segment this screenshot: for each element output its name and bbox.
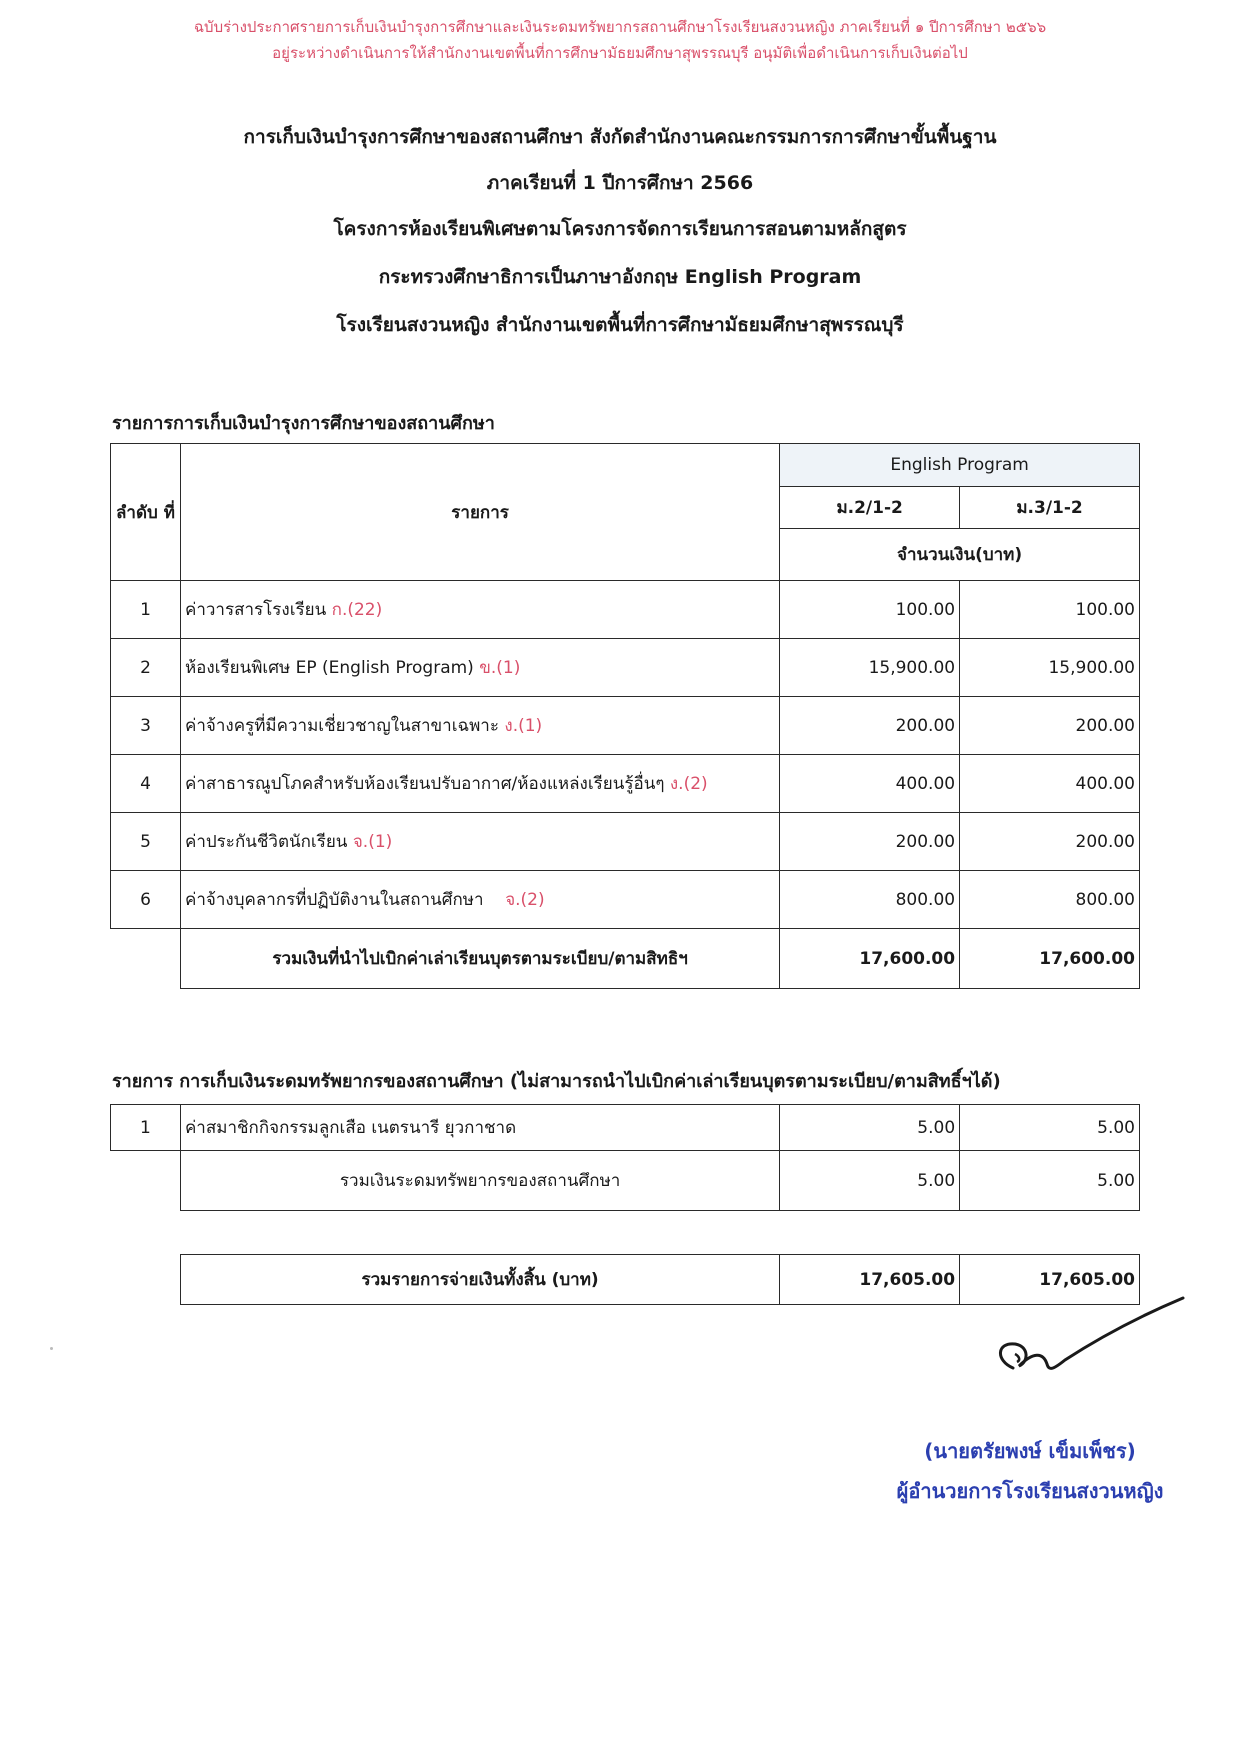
row-item-label: ค่าวารสารโรงเรียน	[184, 600, 327, 620]
row-no: 1	[111, 581, 181, 639]
row-amount-m3: 400.00	[960, 755, 1140, 813]
row-item-label: ค่าประกันชีวิตนักเรียน	[184, 832, 348, 852]
total-row	[111, 1151, 1140, 1211]
document-title-line4: กระทรวงศึกษาธิการเป็นภาษาอังกฤษ English Program	[378, 266, 862, 288]
total-m3: 17,600.00	[960, 929, 1140, 989]
row-amount-m3: 15,900.00	[960, 639, 1140, 697]
col-header-item: รายการ	[180, 444, 779, 581]
draft-notice	[170, 14, 1070, 66]
row-amount-m2: 5.00	[780, 1105, 960, 1151]
row-item-label: ค่าจ้างบุคลากรที่ปฏิบัติงานในสถานศึกษา	[184, 890, 484, 910]
row-item	[180, 581, 779, 639]
total-label: รวมเงินระดมทรัพยากรของสถานศึกษา	[180, 1151, 779, 1211]
row-item	[180, 813, 779, 871]
section2-title: รายการ การเก็บเงินระดมทรัพยากรของสถานศึกษา (ไม่สามารถนำไปเบิกค่าเล่าเรียนบุตรตามระเบียบ/ตามสิทธิ์ฯได้)	[112, 1071, 1001, 1092]
row-item	[180, 697, 779, 755]
row-no: 4	[111, 755, 181, 813]
resource-table	[110, 1104, 1140, 1211]
row-item-ref: ข.(1)	[479, 658, 521, 678]
total-row	[111, 929, 1140, 989]
draft-notice-line2: อยู่ระหว่างดำเนินการให้สำนักงานเขตพื้นที่การศึกษามัธยมศึกษาสุพรรณบุรี อนุมัติเพื่อดำเนินการเก็บเงินต่อไป	[272, 44, 968, 62]
row-amount-m2: 15,900.00	[780, 639, 960, 697]
row-item	[180, 639, 779, 697]
section1-title: รายการการเก็บเงินบำรุงการศึกษาของสถานศึกษา	[112, 413, 495, 434]
row-amount-m2: 100.00	[780, 581, 960, 639]
row-no: 3	[111, 697, 181, 755]
col-header-program: English Program	[780, 444, 1140, 487]
document-title-line3: โครงการห้องเรียนพิเศษตามโครงการจัดการเรียนการสอนตามหลักสูตร	[333, 218, 907, 240]
row-item	[180, 871, 779, 929]
table-row	[111, 755, 1140, 813]
row-item-ref: ง.(2)	[669, 774, 708, 794]
signatory-position: ผู้อำนวยการโรงเรียนสงวนหญิง	[896, 1479, 1164, 1503]
handwritten-signature	[985, 1290, 1195, 1390]
document-title-line5: โรงเรียนสงวนหญิง สำนักงานเขตพื้นที่การศึกษามัธยมศึกษาสุพรรณบุรี	[336, 314, 904, 336]
fee-table	[110, 443, 1140, 989]
row-item-label: ห้องเรียนพิเศษ EP (English Program)	[184, 658, 474, 678]
row-amount-m3: 200.00	[960, 697, 1140, 755]
total-label: รวมเงินที่นำไปเบิกค่าเล่าเรียนบุตรตามระเบียบ/ตามสิทธิฯ	[180, 929, 779, 989]
table-row	[111, 871, 1140, 929]
col-header-no: ลำดับ ที่	[111, 444, 181, 581]
row-no: 1	[111, 1105, 181, 1151]
row-amount-m3: 100.00	[960, 581, 1140, 639]
row-amount-m2: 800.00	[780, 871, 960, 929]
row-item-label: ค่าจ้างครูที่มีความเชี่ยวชาญในสาขาเฉพาะ	[184, 716, 499, 736]
row-item-label: ค่าสาธารณูปโภคสำหรับห้องเรียนปรับอากาศ/ห้องแหล่งเรียนรู้อื่นๆ	[184, 774, 665, 794]
signatory-name: (นายตรัยพงษ์ เข็มเพ็ชร)	[924, 1439, 1136, 1463]
table-row	[111, 813, 1140, 871]
row-no: 5	[111, 813, 181, 871]
col-header-m2: ม.2/1-2	[780, 487, 960, 529]
row-amount-m2: 400.00	[780, 755, 960, 813]
row-item-ref: ง.(1)	[504, 716, 543, 736]
row-amount-m3: 800.00	[960, 871, 1140, 929]
table-row	[111, 697, 1140, 755]
table-row	[111, 581, 1140, 639]
document-title-line1: การเก็บเงินบำรุงการศึกษาของสถานศึกษา สังกัดสำนักงานคณะกรรมการการศึกษาขั้นพื้นฐาน	[243, 126, 997, 148]
row-amount-m2: 200.00	[780, 813, 960, 871]
row-no: 2	[111, 639, 181, 697]
total-m3: 5.00	[960, 1151, 1140, 1211]
grand-total-m3: 17,605.00	[960, 1255, 1140, 1305]
row-item-ref: ก.(22)	[331, 600, 383, 620]
draft-notice-line1: ฉบับร่างประกาศรายการเก็บเงินบำรุงการศึกษาและเงินระดมทรัพยากรสถานศึกษาโรงเรียนสงวนหญิง ภาคเรียนที่ ๑ ปีการศึกษา ๒๕๖๖	[193, 18, 1047, 36]
grand-total-label: รวมรายการจ่ายเงินทั้งสิ้น (บาท)	[181, 1255, 780, 1305]
row-no: 6	[111, 871, 181, 929]
total-m2: 5.00	[780, 1151, 960, 1211]
row-item-ref: จ.(2)	[505, 890, 545, 910]
table-row	[111, 1105, 1140, 1151]
col-header-m3: ม.3/1-2	[960, 487, 1140, 529]
col-header-amount: จำนวนเงิน(บาท)	[780, 529, 1140, 581]
row-amount-m3: 200.00	[960, 813, 1140, 871]
scan-speck	[50, 1347, 53, 1350]
row-item-ref: จ.(1)	[352, 832, 393, 852]
document-title-line2: ภาคเรียนที่ 1 ปีการศึกษา 2566	[486, 172, 754, 194]
row-amount-m3: 5.00	[960, 1105, 1140, 1151]
grand-total-m2: 17,605.00	[780, 1255, 960, 1305]
row-item	[180, 755, 779, 813]
table-row	[111, 639, 1140, 697]
total-m2: 17,600.00	[780, 929, 960, 989]
row-item: ค่าสมาชิกกิจกรรมลูกเสือ เนตรนารี ยุวกาชาด	[180, 1105, 779, 1151]
row-amount-m2: 200.00	[780, 697, 960, 755]
